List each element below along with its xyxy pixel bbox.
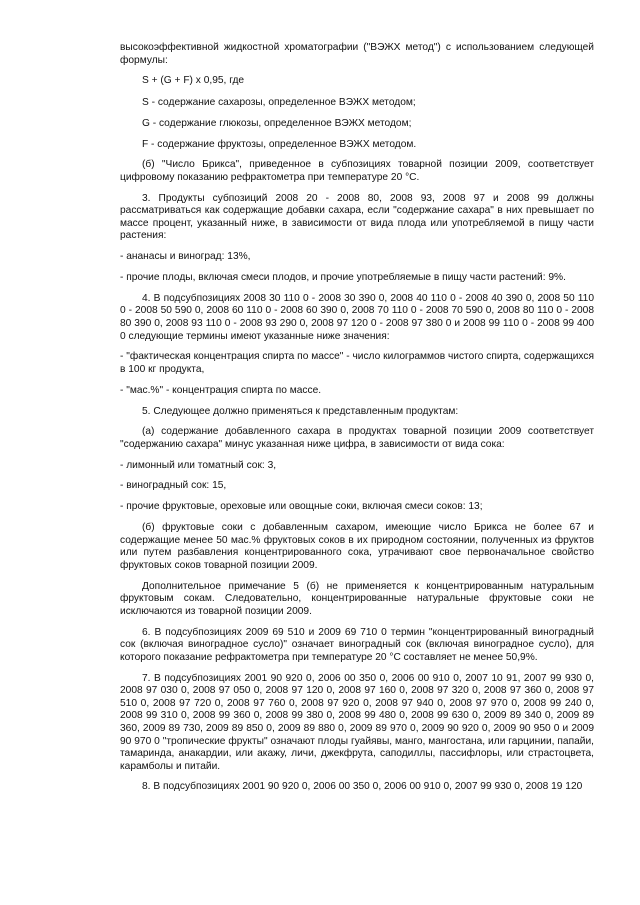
paragraph-brix: (б) "Число Брикса", приведенное в субпозициях товарной позиции 2009, соответствует цифровому показанию рефрактометра при температуре 20 °С. [120,159,594,183]
definition-g: G - содержание глюкозы, определенное ВЭЖХ методом; [142,117,412,129]
list-item-other-juices: - прочие фруктовые, ореховые или овощные соки, включая смеси соков: 13; [120,501,483,513]
list-item-grape-juice: - виноградный сок: 15, [120,480,227,492]
list-item-other-fruits: - прочие плоды, включая смеси плодов, и прочие употребляемые в пищу части растений: 9%. [120,272,566,284]
definition-f: F - содержание фруктозы, определенное ВЭЖХ методом. [142,138,417,150]
list-item-pineapple-grape: - ананасы и виноград: 13%, [120,251,251,263]
paragraph-note-7: 7. В подсубпозициях 2001 90 920 0, 2006 00 350 0, 2006 00 910 0, 2007 10 91, 2007 99 930 0, 2008 97 030 0, 2008 97 050 0, 2008 97 120 0, 2008 97 160 0, 2008 97 320 0, 2008 97 360 0, 2008 97 510 0, 2008 97 720 0, 2008 97 760 0, 2008 97 920 0, 2008 97 940 0, 2008 97 970 0, 2008 99 240 0, 2008 99 310 0, 2008 99 360 0, 2008 99 380 0, 2008 99 480 0, 2008 99 630 0, 2009 89 340 0, 2009 89 360, 2009 89 730, 2009 89 850 0, 2009 89 880 0, 2009 89 970 0, 2009 90 920 0, 2009 90 950 0 и 2009 90 970 0 "тропические фрукты" означают плоды гуайявы, манго, мангостана, или гарцинии, папайи, тамаринда, анакардии, или акажу, личи, джекфрута, саподиллы, пассифлоры, или страстоцвета, карамболы и питайи. [120,672,594,772]
paragraph-note-8: 8. В подсубпозициях 2001 90 920 0, 2006 00 350 0, 2006 00 910 0, 2007 99 930 0, 2008 19 120 [142,781,583,793]
paragraph-note-5: 5. Следующее должно применяться к представленным продуктам: [142,405,459,417]
paragraph-note-5b: (б) фруктовые соки с добавленным сахаром, имеющие число Брикса не более 67 и содержащие менее 50 мас.% фруктовых соков в их природном состоянии, полученных из фруктов или путем разбавления концентрированного сока, утрачивают свое первоначальное свойство фруктовых соков товарной позиции 2009. [120,522,594,571]
paragraph-note-4: 4. В подсубпозициях 2008 30 110 0 - 2008 30 390 0, 2008 40 110 0 - 2008 40 390 0, 2008 50 110 0 - 2008 50 590 0, 2008 60 110 0 - 2008 60 390 0, 2008 70 110 0 - 2008 70 590 0, 2008 80 110 0 - 2008 80 390 0, 2008 93 110 0 - 2008 93 290 0, 2008 97 120 0 - 2008 97 380 0 и 2008 99 110 0 - 2008 99 400 0 следующие термины имеют указанные ниже значения: [120,292,594,342]
list-item-mass-percent: - "мас.%" - концентрация спирта по массе. [120,384,322,396]
formula-line: S + (G + F) x 0,95, где [142,75,245,87]
list-item-lemon-tomato: - лимонный или томатный сок: 3, [120,459,277,471]
document-page [120,42,594,802]
paragraph-additional-note: Дополнительное примечание 5 (б) не применяется к концентрированным натуральным фруктовым сокам. Следовательно, концентрированные натуральные фруктовые соки не исключаются из товарной позиции 2009. [120,580,594,617]
list-item-actual-alcohol: - "фактическая концентрация спирта по массе" - число килограммов чистого спирта, содержащихся в 100 кг продукта, [120,351,594,375]
definition-s: S - содержание сахарозы, определенное ВЭЖХ методом; [142,96,416,108]
paragraph-hplc-intro: высокоэффективной жидкостной хроматографии ("ВЭЖХ метод") с использованием следующей формулы: [120,42,594,66]
paragraph-note-3: 3. Продукты субпозиций 2008 20 - 2008 80, 2008 93, 2008 97 и 2008 99 должны рассматриваться как содержащие добавки сахара, если "содержание сахара" в них превышает по массе процент, указанный ниже, в зависимости от вида плода или употребляемой в пищу части растения: [120,192,594,242]
paragraph-note-5a: (а) содержание добавленного сахара в продуктах товарной позиции 2009 соответствует "содержанию сахара" минус указанная ниже цифра, в зависимости от вида сока: [120,426,594,450]
paragraph-note-6: 6. В подсубпозициях 2009 69 510 и 2009 69 710 0 термин "концентрированный виноградный сок (включая виноградное сусло)" означает виноградный сок (включая виноградное сусло), для которого показание рефрактометра при температуре 20 °С составляет не менее 50,9%. [120,626,594,663]
